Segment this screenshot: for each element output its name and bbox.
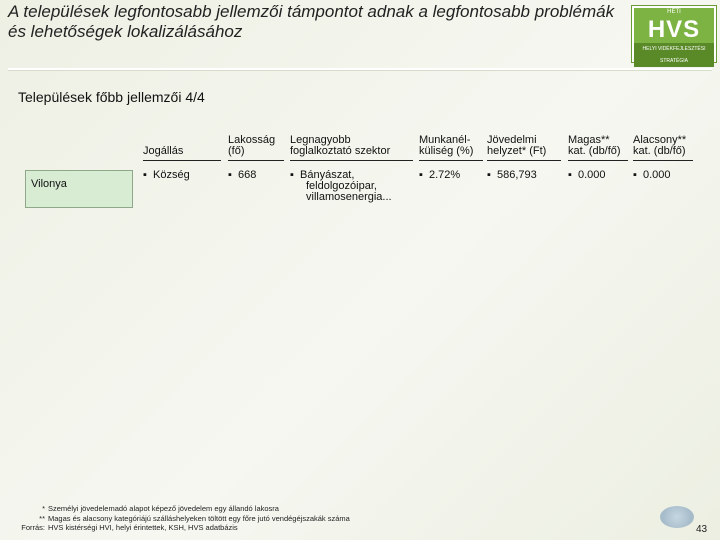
cell-lakossag-value: 668	[238, 169, 257, 181]
footnote-source	[8, 523, 350, 533]
col-header-munkanelk-line2: küliség (%)	[419, 145, 474, 157]
cell-alacsony-value: 0.000	[643, 169, 671, 181]
logo-main-text: HVS	[647, 16, 701, 43]
page-header-title	[8, 2, 638, 42]
col-header-jovedelmi-line1: Jövedelmi	[487, 134, 537, 146]
footnotes	[8, 504, 350, 533]
city-name: Vilonya	[31, 178, 67, 190]
cell-lakossag	[228, 170, 256, 181]
cell-szektor-line1: Bányászat,	[300, 169, 355, 181]
header-divider	[8, 68, 712, 70]
footnote-2	[8, 514, 350, 524]
bullet-icon: ▪	[568, 169, 572, 181]
col-header-alacsony-line2: kat. (db/fő)	[633, 145, 686, 157]
col-header-szektor	[290, 135, 413, 161]
bullet-icon: ▪	[290, 169, 294, 181]
logo-small-text: HÉTI	[667, 9, 681, 15]
col-header-munkanelk-line1: Munkanél-	[419, 134, 471, 146]
cell-jovedelmi	[487, 170, 537, 181]
col-header-alacsony	[633, 135, 693, 161]
col-header-magas-line2: kat. (db/fő)	[568, 145, 621, 157]
footnote-source-mark: Forrás:	[21, 523, 45, 532]
cell-munkanelk-value: 2.72%	[429, 169, 461, 181]
col-header-munkanelkuliseg	[419, 135, 483, 161]
footnote-2-text: Magas és alacsony kategóriájú szálláshelyeken töltött egy főre jutó vendégéjszakák száma	[48, 513, 350, 523]
page-number: 43	[696, 524, 708, 535]
city-name-box	[25, 170, 133, 208]
col-header-jovedelmi-line2: helyzet* (Ft)	[487, 145, 547, 157]
col-header-lakossag-line1: Lakosság	[228, 134, 276, 146]
col-header-jogallas-label: Jogállás	[143, 145, 184, 157]
footnote-1-text: Személyi jövedelemadó alapot képező jövedelem egy állandó lakosra	[48, 504, 279, 513]
footnote-2-mark: **	[39, 513, 45, 523]
col-header-alacsony-line1: Alacsony**	[633, 134, 687, 146]
footnote-1	[8, 504, 350, 514]
logo-sub-text: HELYI VIDÉKFEJLESZTÉSI STRATÉGIA	[634, 43, 714, 67]
cell-munkanelkuliseg	[419, 170, 460, 181]
cell-jogallas	[143, 170, 190, 181]
col-header-magas-line1: Magas**	[568, 134, 610, 146]
cell-magas	[568, 170, 606, 181]
corner-logo-icon	[660, 506, 694, 528]
footnote-source-text: HVS kistérségi HVI, helyi érintettek, KSH, HVS adatbázis	[48, 523, 238, 532]
header-title-line-2: és lehetőségek lokalizálásához	[8, 22, 243, 41]
col-header-lakossag-line2: (fő)	[228, 145, 245, 157]
cell-magas-value: 0.000	[578, 169, 606, 181]
cell-alacsony	[633, 170, 671, 181]
hvs-logo	[632, 6, 716, 62]
col-header-lakossag	[228, 135, 284, 161]
bullet-icon: ▪	[419, 169, 423, 181]
section-title: Települések főbb jellemzői 4/4	[18, 89, 205, 105]
header-title-line-1: A települések legfontosabb jellemzői támpontot adnak a legfontosabb problémák	[8, 2, 615, 21]
col-header-jovedelmi	[487, 135, 561, 161]
col-header-magas	[568, 135, 628, 161]
cell-szektor-line2: feldolgozóipar,	[306, 180, 377, 192]
cell-jogallas-value: Község	[153, 169, 190, 181]
cell-szektor	[290, 170, 392, 203]
bullet-icon: ▪	[228, 169, 232, 181]
cell-jovedelmi-value: 586,793	[497, 169, 537, 181]
bullet-icon: ▪	[143, 169, 147, 181]
bullet-icon: ▪	[487, 169, 491, 181]
bullet-icon: ▪	[633, 169, 637, 181]
col-header-jogallas	[143, 146, 221, 161]
col-header-szektor-line1: Legnagyobb	[290, 134, 351, 146]
col-header-szektor-line2: foglalkoztató szektor	[290, 145, 391, 157]
cell-szektor-line3: villamosenergia...	[306, 191, 392, 203]
footnote-1-mark: *	[42, 504, 45, 513]
